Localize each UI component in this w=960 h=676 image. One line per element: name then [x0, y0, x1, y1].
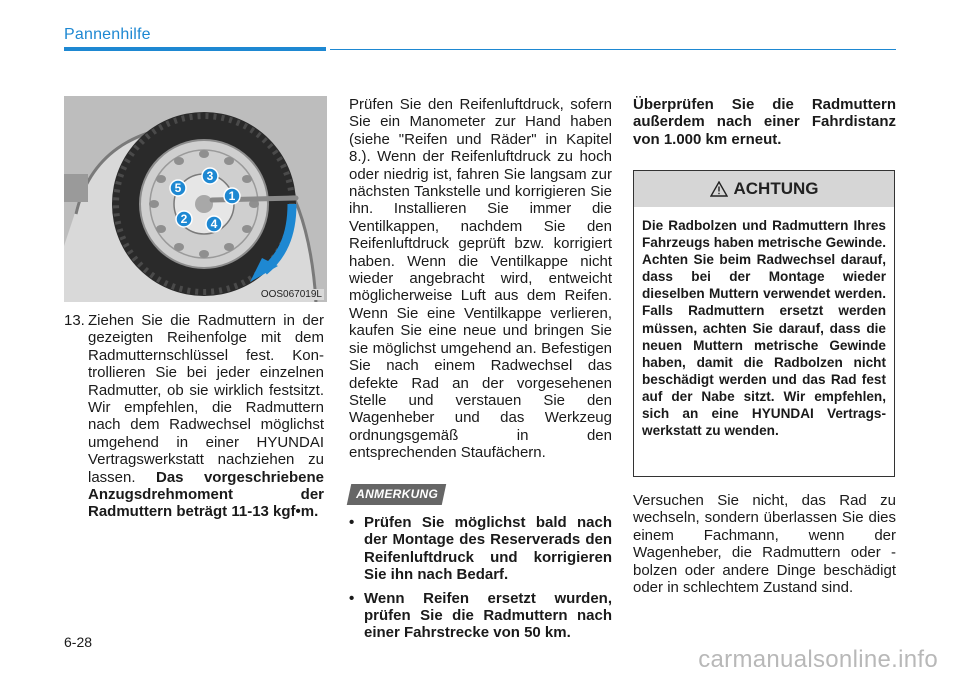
- hub-center: [195, 195, 213, 213]
- step-13: [64, 312, 324, 521]
- note-badge: [347, 484, 446, 505]
- warning-triangle-icon: [710, 181, 728, 197]
- warning-title: ACHTUNG: [733, 179, 819, 198]
- header-rule-thick: [64, 47, 326, 51]
- warning-header: [634, 171, 894, 207]
- header-rule-thin: [330, 49, 896, 50]
- figure-code: OOS067019L: [260, 289, 322, 300]
- note-label: ANMERKUNG: [356, 487, 439, 501]
- nut-label-1: 1: [228, 189, 236, 203]
- bullet-dot: •: [349, 514, 355, 531]
- warning-box: [633, 170, 895, 477]
- expert-note: Versuchen Sie nicht, das Rad zu wechseln, sondern überlassen Sie dies einem Fachmann, wenn der Wagenheber, die Radmuttern oder -bolzen oder andere Dinge beschädigt oder in schlechtem Zustand sind.: [633, 492, 896, 597]
- wheel-illustration: [64, 96, 327, 302]
- step-number: 13.: [64, 312, 85, 329]
- note-item: [349, 514, 612, 584]
- recheck-note: Überprüfen Sie die Radmuttern außerdem nach einer Fahrdistanz von 1.000 km erneut.: [633, 96, 896, 148]
- nut-label-3: 3: [206, 169, 214, 183]
- page-number: 6-28: [64, 634, 93, 650]
- nut-label-2: 2: [180, 212, 188, 226]
- watermark: carmanualsonline.info: [698, 646, 938, 673]
- note-list: [349, 514, 612, 648]
- note-item-text: Wenn Reifen ersetzt wurden, prüfen Sie die Radmuttern nach einer Fahrstrecke von 50 km.: [364, 589, 612, 642]
- nut-label-4: 4: [210, 217, 218, 231]
- nut-label-5: 5: [174, 181, 182, 195]
- note-item-text: Prüfen Sie möglichst bald nach der Montage des Reserverads den Reifenluftdruck und korrigieren Sie ihn nach Bedarf.: [364, 514, 612, 584]
- note-item: [349, 590, 612, 642]
- wheel-drawing: [64, 96, 327, 302]
- bullet-dot: •: [349, 589, 355, 607]
- bumper-shape: [64, 174, 88, 202]
- section-title: Pannenhilfe: [64, 26, 151, 43]
- warning-text: Die Radbolzen und Radmuttern Ihres Fahrzeugs haben metrische Gewinde. Achten Sie beim Radwechsel darauf, dass bei der Montage wieder dieselben Muttern verwendet werden. Falls Radmuttern ersetzt werden müssen, achten Sie darauf, dass die neuen Muttern metrische Gewinde haben, damit die Radbolzen nicht beschädigt werden und das Rad fest auf der Nabe sitzt. Wir empfehlen, sich an eine HYUNDAI Vertragswerkstatt zu wenden.: [642, 218, 886, 439]
- step-text: Ziehen Sie die Radmuttern in der gezeigten Reihenfolge mit dem Radmutternschlüssel fest. Kontrollieren Sie bei jeder einzelnen Radmutter, ob sie wirklich festsitzt. Wir empfehlen, die Radmuttern nach dem Radwechsel möglichst umgehend in einer HYUNDAI Vertragswerkstatt nachziehen zu lassen.: [88, 312, 324, 486]
- torque-note: Das vorgeschriebene Anzugsdrehmoment der Radmuttern beträgt 11-13 kgf•m.: [88, 468, 324, 521]
- tire-pressure-paragraph: Prüfen Sie den Reifenluftdruck, sofern Sie ein Manometer zur Hand haben (siehe "Reifen und Räder" in Kapitel 8.). Wenn der Reifenluftdruck zu hoch oder niedrig ist, fahren Sie langsam zur nächsten Tankstelle und korrigieren Sie ihn. Installieren Sie immer die Ventilkappen, nachdem Sie den Reifenluftdruck geprüft bzw. korrigiert haben. Wenn die Ventilkappe nicht wieder angebracht wird, entweicht möglicherweise Luft aus dem Reifen. Wenn Sie eine Ventilkappe verlieren, kaufen Sie eine neue und bringen Sie sie möglichst umgehend an. Befestigen Sie nach einem Radwechsel das defekte Rad an der vorgesehenen Stelle und verstauen Sie den Wagenheber und das Werkzeug ordnungsgemäß in den entsprechenden Staufächern.: [349, 96, 612, 462]
